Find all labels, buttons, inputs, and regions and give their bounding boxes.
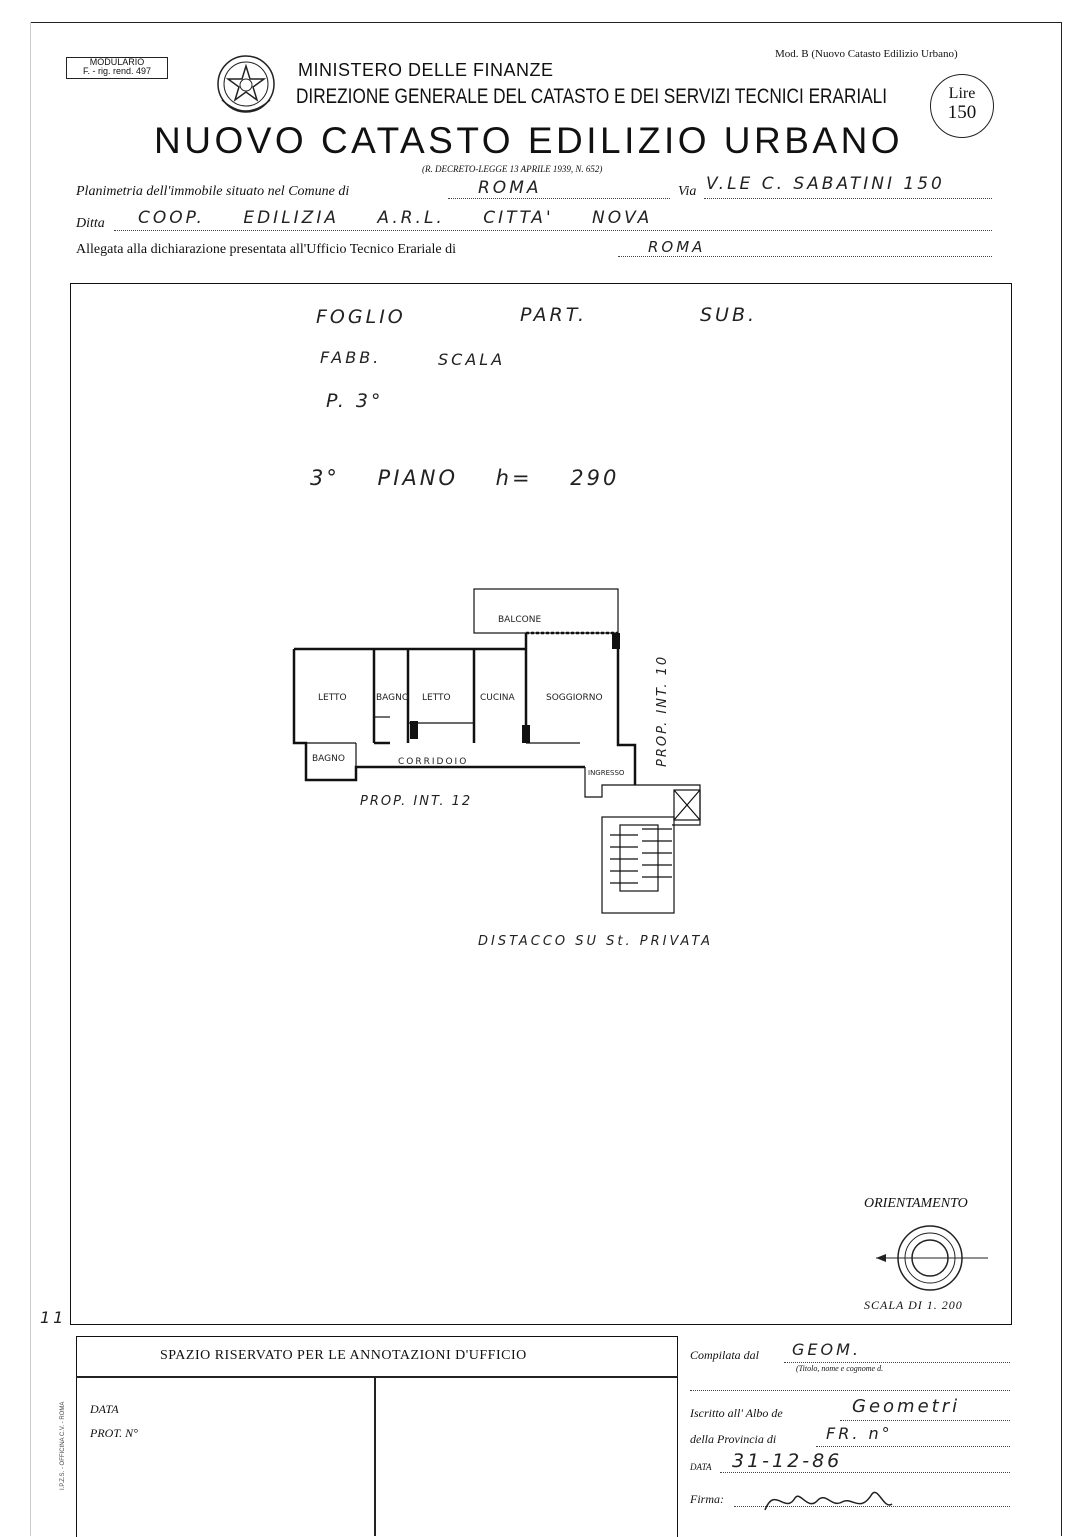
directorate-name: DIREZIONE GENERALE DEL CATASTO E DEI SERVIZI TECNICI ERARIALI (296, 85, 888, 108)
compilata-dotline (784, 1362, 1010, 1363)
page-border-right (1061, 22, 1062, 1536)
orientation-compass (876, 1222, 988, 1294)
provincia-label: della Provincia di (690, 1432, 777, 1446)
data-footer-label: DATA (690, 1462, 712, 1472)
sub-label: SUB. (700, 304, 758, 326)
ditta-dotline (114, 230, 992, 231)
lire-label: Lire (948, 85, 976, 102)
document-title: NUOVO CATASTO EDILIZIO URBANO (154, 120, 904, 161)
piano-short-label: P. 3° (326, 390, 384, 412)
scale-label: SCALA DI 1. 200 (864, 1298, 963, 1312)
name-dotline (690, 1390, 1010, 1391)
modulario-line2: F. - rig. rend. 497 (82, 66, 152, 76)
ditta-value: COOP. EDILIZIA A.R.L. CITTA' NOVA (138, 208, 653, 228)
via-dotline (704, 198, 992, 199)
ufficio-value: ROMA (648, 238, 706, 256)
office-annotations-box (76, 1336, 678, 1537)
office-box-column (374, 1376, 376, 1536)
foglio-label: FOGLIO (316, 306, 406, 328)
page-border-left (30, 22, 31, 1536)
allegata-label: Allegata alla dichiarazione presentata all'Ufficio Tecnico Erariale di (76, 242, 457, 257)
via-value: V.LE C. SABATINI 150 (706, 174, 945, 194)
room-ingresso: INGRESSO (588, 769, 625, 777)
signature (760, 1480, 900, 1520)
distacco-label: DISTACCO SU St. PRIVATA (478, 934, 714, 949)
side-print: I.P.Z.S. - OFFICINA C.V. - ROMA (60, 1401, 66, 1490)
decree-reference: (R. DECRETO-LEGGE 13 APRILE 1939, N. 652) (422, 164, 603, 174)
lire-value: 150 (947, 102, 977, 123)
page-border-top (30, 22, 1062, 23)
modulario-line1: MODULARIO (89, 57, 145, 67)
ufficio-dotline (618, 256, 992, 257)
room-cucina: CUCINA (480, 693, 515, 703)
orientamento-label: ORIENTAMENTO (864, 1196, 968, 1211)
margin-number: 11 (40, 1308, 67, 1327)
firma-label: Firma: (690, 1492, 724, 1506)
room-balcone: BALCONE (498, 615, 542, 625)
iscritto-label: Iscritto all' Albo de (690, 1406, 783, 1420)
titolo-hint: (Titolo, nome e cognome d. (796, 1364, 884, 1373)
ministry-name: MINISTERO DELLE FINANZE (298, 60, 554, 80)
comune-value: ROMA (478, 178, 542, 198)
room-soggiorno: SOGGIORNO (546, 693, 603, 703)
provincia-dotline (816, 1446, 1010, 1447)
scala-label: SCALA (438, 350, 506, 369)
fabb-label: FABB. (320, 348, 382, 367)
compilata-label: Compilata dal (690, 1348, 760, 1362)
data-footer-dotline (720, 1472, 1010, 1473)
balcone-outline (474, 589, 618, 633)
comune-dotline (448, 198, 670, 199)
floor-plan (280, 585, 720, 925)
planimetria-label: Planimetria dell'immobile situato nel Comune di (76, 184, 350, 199)
iscritto-dotline (840, 1420, 1010, 1421)
floor-height-label: 3° PIANO h= 290 (310, 466, 620, 490)
prop-int-12-label: PROP. INT. 12 (360, 794, 473, 809)
modulario-box (66, 57, 168, 79)
room-letto-2: LETTO (422, 693, 451, 703)
compilata-value: GEOM. (792, 1340, 861, 1359)
provincia-value: FR. n° (826, 1424, 893, 1443)
room-letto-1: LETTO (318, 693, 347, 703)
part-label: PART. (520, 304, 588, 326)
via-label: Via (678, 184, 697, 199)
spazio-riservato-title: SPAZIO RISERVATO PER LE ANNOTAZIONI D'UFFICIO (160, 1348, 527, 1363)
ditta-label: Ditta (76, 216, 105, 231)
lire-stamp (930, 74, 994, 138)
office-box-divider (76, 1376, 678, 1378)
model-label: Mod. B (Nuovo Catasto Edilizio Urbano) (775, 48, 958, 60)
iscritto-value: Geometri (852, 1396, 961, 1417)
room-corridoio: CORRIDOIO (398, 757, 469, 767)
data-label: DATA (90, 1402, 119, 1416)
room-bagno-1: BAGNO (376, 693, 409, 703)
room-bagno-2: BAGNO (312, 754, 345, 764)
republic-emblem (214, 50, 278, 120)
prot-label: PROT. N° (90, 1426, 138, 1440)
prop-int-10-label: PROP. INT. 10 (655, 654, 670, 767)
data-footer-value: 31-12-86 (732, 1450, 843, 1472)
